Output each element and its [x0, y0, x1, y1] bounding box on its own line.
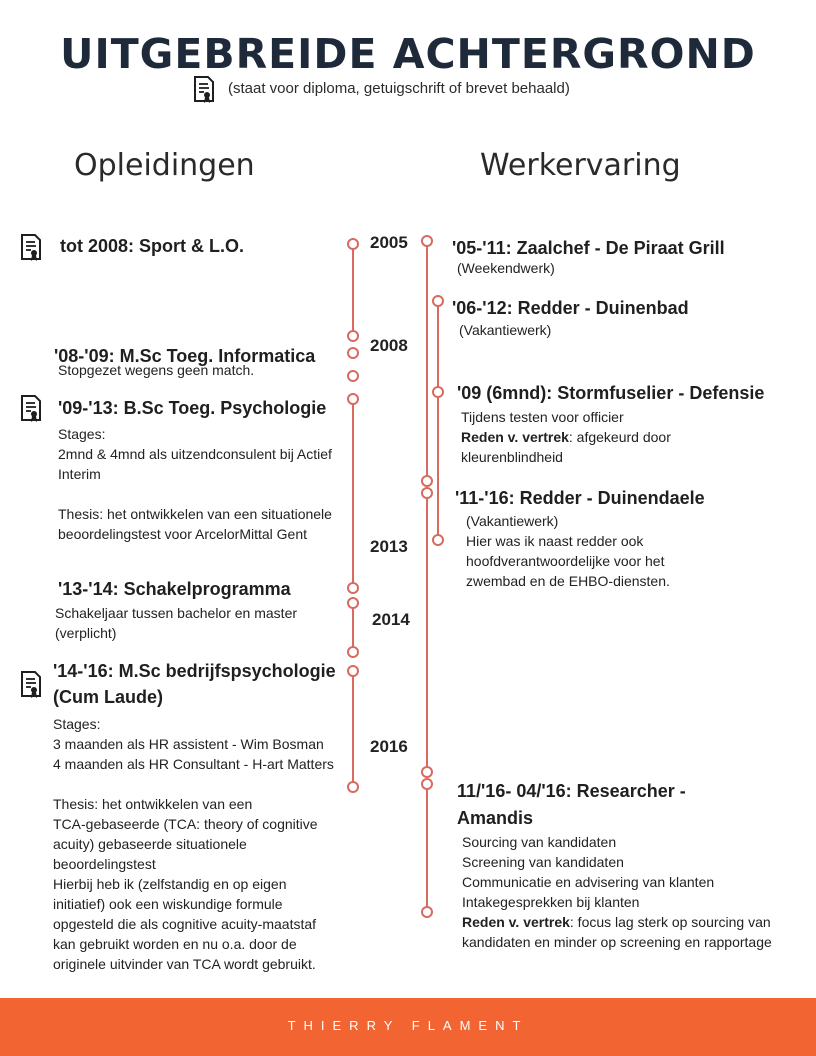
education-line: beoordelingstest voor ArcelorMittal Gent: [58, 526, 308, 542]
timeline-node: [421, 487, 433, 499]
work-line: Sourcing van kandidaten: [462, 834, 617, 850]
timeline-node: [347, 393, 359, 405]
timeline-node: [421, 766, 433, 778]
year-label: 2008: [370, 336, 408, 355]
work-line: Hier was ik naast redder ook: [466, 533, 644, 549]
work-line: hoofdverantwoordelijke voor het: [466, 553, 665, 569]
timeline-segment: [426, 492, 428, 772]
education-title: '14-'16: M.Sc bedrijfspsychologie: [53, 661, 336, 681]
timeline-node: [421, 475, 433, 487]
thesis-line: initiatief) ook een wiskundige formule: [53, 896, 283, 912]
work-line: zwembad en de EHBO-diensten.: [466, 573, 670, 589]
thesis-line: opgesteld die als cognitive acuity-maatstaf: [53, 916, 317, 932]
year-label: 2016: [370, 737, 408, 756]
education-title: '13-'14: Schakelprogramma: [58, 579, 291, 599]
work-title: 11/'16- 04/'16: Researcher -: [457, 781, 686, 801]
education-title: '08-'09: M.Sc Toeg. Informatica: [54, 346, 316, 366]
timeline-node: [347, 238, 359, 250]
thesis-line: beoordelingstest: [53, 856, 156, 872]
education-line: Stages:: [53, 716, 101, 732]
reason-text: : afgekeurd door: [568, 429, 671, 445]
work-line: kandidaten en minder op screening en rapportage: [462, 934, 772, 950]
diploma-icon: [19, 671, 43, 699]
thesis-line: acuity) gebaseerde situationele: [53, 836, 247, 852]
education-line: Interim: [58, 466, 101, 482]
education-line: 3 maanden als HR assistent - Wim Bosman: [53, 736, 324, 752]
thesis-line: Hierbij heb ik (zelfstandig en op eigen: [53, 876, 287, 892]
reason-text: : focus lag sterk op sourcing van: [569, 914, 771, 930]
work-line: (Weekendwerk): [457, 260, 555, 276]
timeline-segment: [426, 785, 428, 913]
work-heading: Werkervaring: [480, 148, 681, 183]
timeline-node: [432, 386, 444, 398]
timeline-segment: [426, 241, 428, 481]
reason-label: Reden v. vertrek: [462, 914, 570, 930]
timeline-node: [432, 295, 444, 307]
work-title: '11-'16: Redder - Duinendaele: [455, 488, 705, 508]
education-line: 4 maanden als HR Consultant - H-art Matters: [53, 756, 334, 772]
work-title: '05-'11: Zaalchef - De Piraat Grill: [452, 238, 725, 258]
timeline-node: [347, 330, 359, 342]
timeline-node: [347, 781, 359, 793]
diploma-icon: [19, 395, 43, 423]
timeline-node: [347, 370, 359, 382]
education-line: Stages:: [58, 426, 106, 442]
timeline-segment: [352, 243, 354, 335]
work-line: Communicatie en advisering van klanten: [462, 874, 715, 890]
year-label: 2005: [370, 233, 408, 252]
timeline-segment: [352, 603, 354, 652]
education-line: Stopgezet wegens geen match.: [58, 362, 255, 378]
work-line: (Vakantiewerk): [466, 513, 559, 529]
timeline-node: [347, 646, 359, 658]
work-title-cont: Amandis: [457, 808, 534, 828]
timeline-node: [347, 347, 359, 359]
education-title: tot 2008: Sport & L.O.: [60, 236, 245, 256]
work-title: '09 (6mnd): Stormfuselier - Defensie: [457, 383, 765, 403]
timeline-node: [421, 906, 433, 918]
work-reason: [462, 912, 771, 932]
work-line: (Vakantiewerk): [459, 322, 552, 338]
work-reason: [461, 427, 671, 447]
subtitle: (staat voor diploma, getuigschrift of brevet behaald): [228, 80, 570, 97]
education-title: '09-'13: B.Sc Toeg. Psychologie: [58, 398, 327, 418]
diploma-icon: [192, 76, 216, 104]
education-line: (verplicht): [55, 625, 117, 641]
thesis-line: originele uitvinder van TCA wordt gebruikt.: [53, 956, 316, 972]
page-title: UITGEBREIDE ACHTERGROND: [60, 30, 756, 78]
education-line: Thesis: het ontwikkelen van een situationele: [58, 506, 332, 522]
timeline-segment: [352, 398, 354, 588]
education-heading: Opleidingen: [74, 148, 255, 183]
education-line: 2mnd & 4mnd als uitzendconsulent bij Actief: [58, 446, 332, 462]
thesis-line: Thesis: het ontwikkelen van een: [53, 796, 253, 812]
year-label: 2013: [370, 537, 408, 556]
timeline-node: [432, 534, 444, 546]
work-line: Tijdens testen voor officier: [461, 409, 624, 425]
timeline-node: [421, 235, 433, 247]
thesis-line: kan gebruikt worden en nu o.a. door de: [53, 936, 297, 952]
work-line: Screening van kandidaten: [462, 854, 624, 870]
work-line: kleurenblindheid: [461, 449, 563, 465]
timeline-node: [347, 597, 359, 609]
work-line: Intakegesprekken bij klanten: [462, 894, 640, 910]
reason-label: Reden v. vertrek: [461, 429, 569, 445]
year-label: 2014: [372, 610, 410, 629]
timeline-node: [347, 582, 359, 594]
timeline-segment: [352, 670, 354, 787]
thesis-line: TCA-gebaseerde (TCA: theory of cognitive: [53, 816, 318, 832]
timeline-node: [421, 778, 433, 790]
education-title-cont: (Cum Laude): [53, 687, 163, 707]
work-title: '06-'12: Redder - Duinenbad: [452, 298, 689, 318]
education-line: Schakeljaar tussen bachelor en master: [55, 605, 298, 621]
timeline-node: [347, 665, 359, 677]
timeline-segment: [437, 300, 439, 540]
diploma-icon: [19, 234, 43, 262]
footer-name: THIERRY FLAMENT: [287, 1018, 529, 1033]
